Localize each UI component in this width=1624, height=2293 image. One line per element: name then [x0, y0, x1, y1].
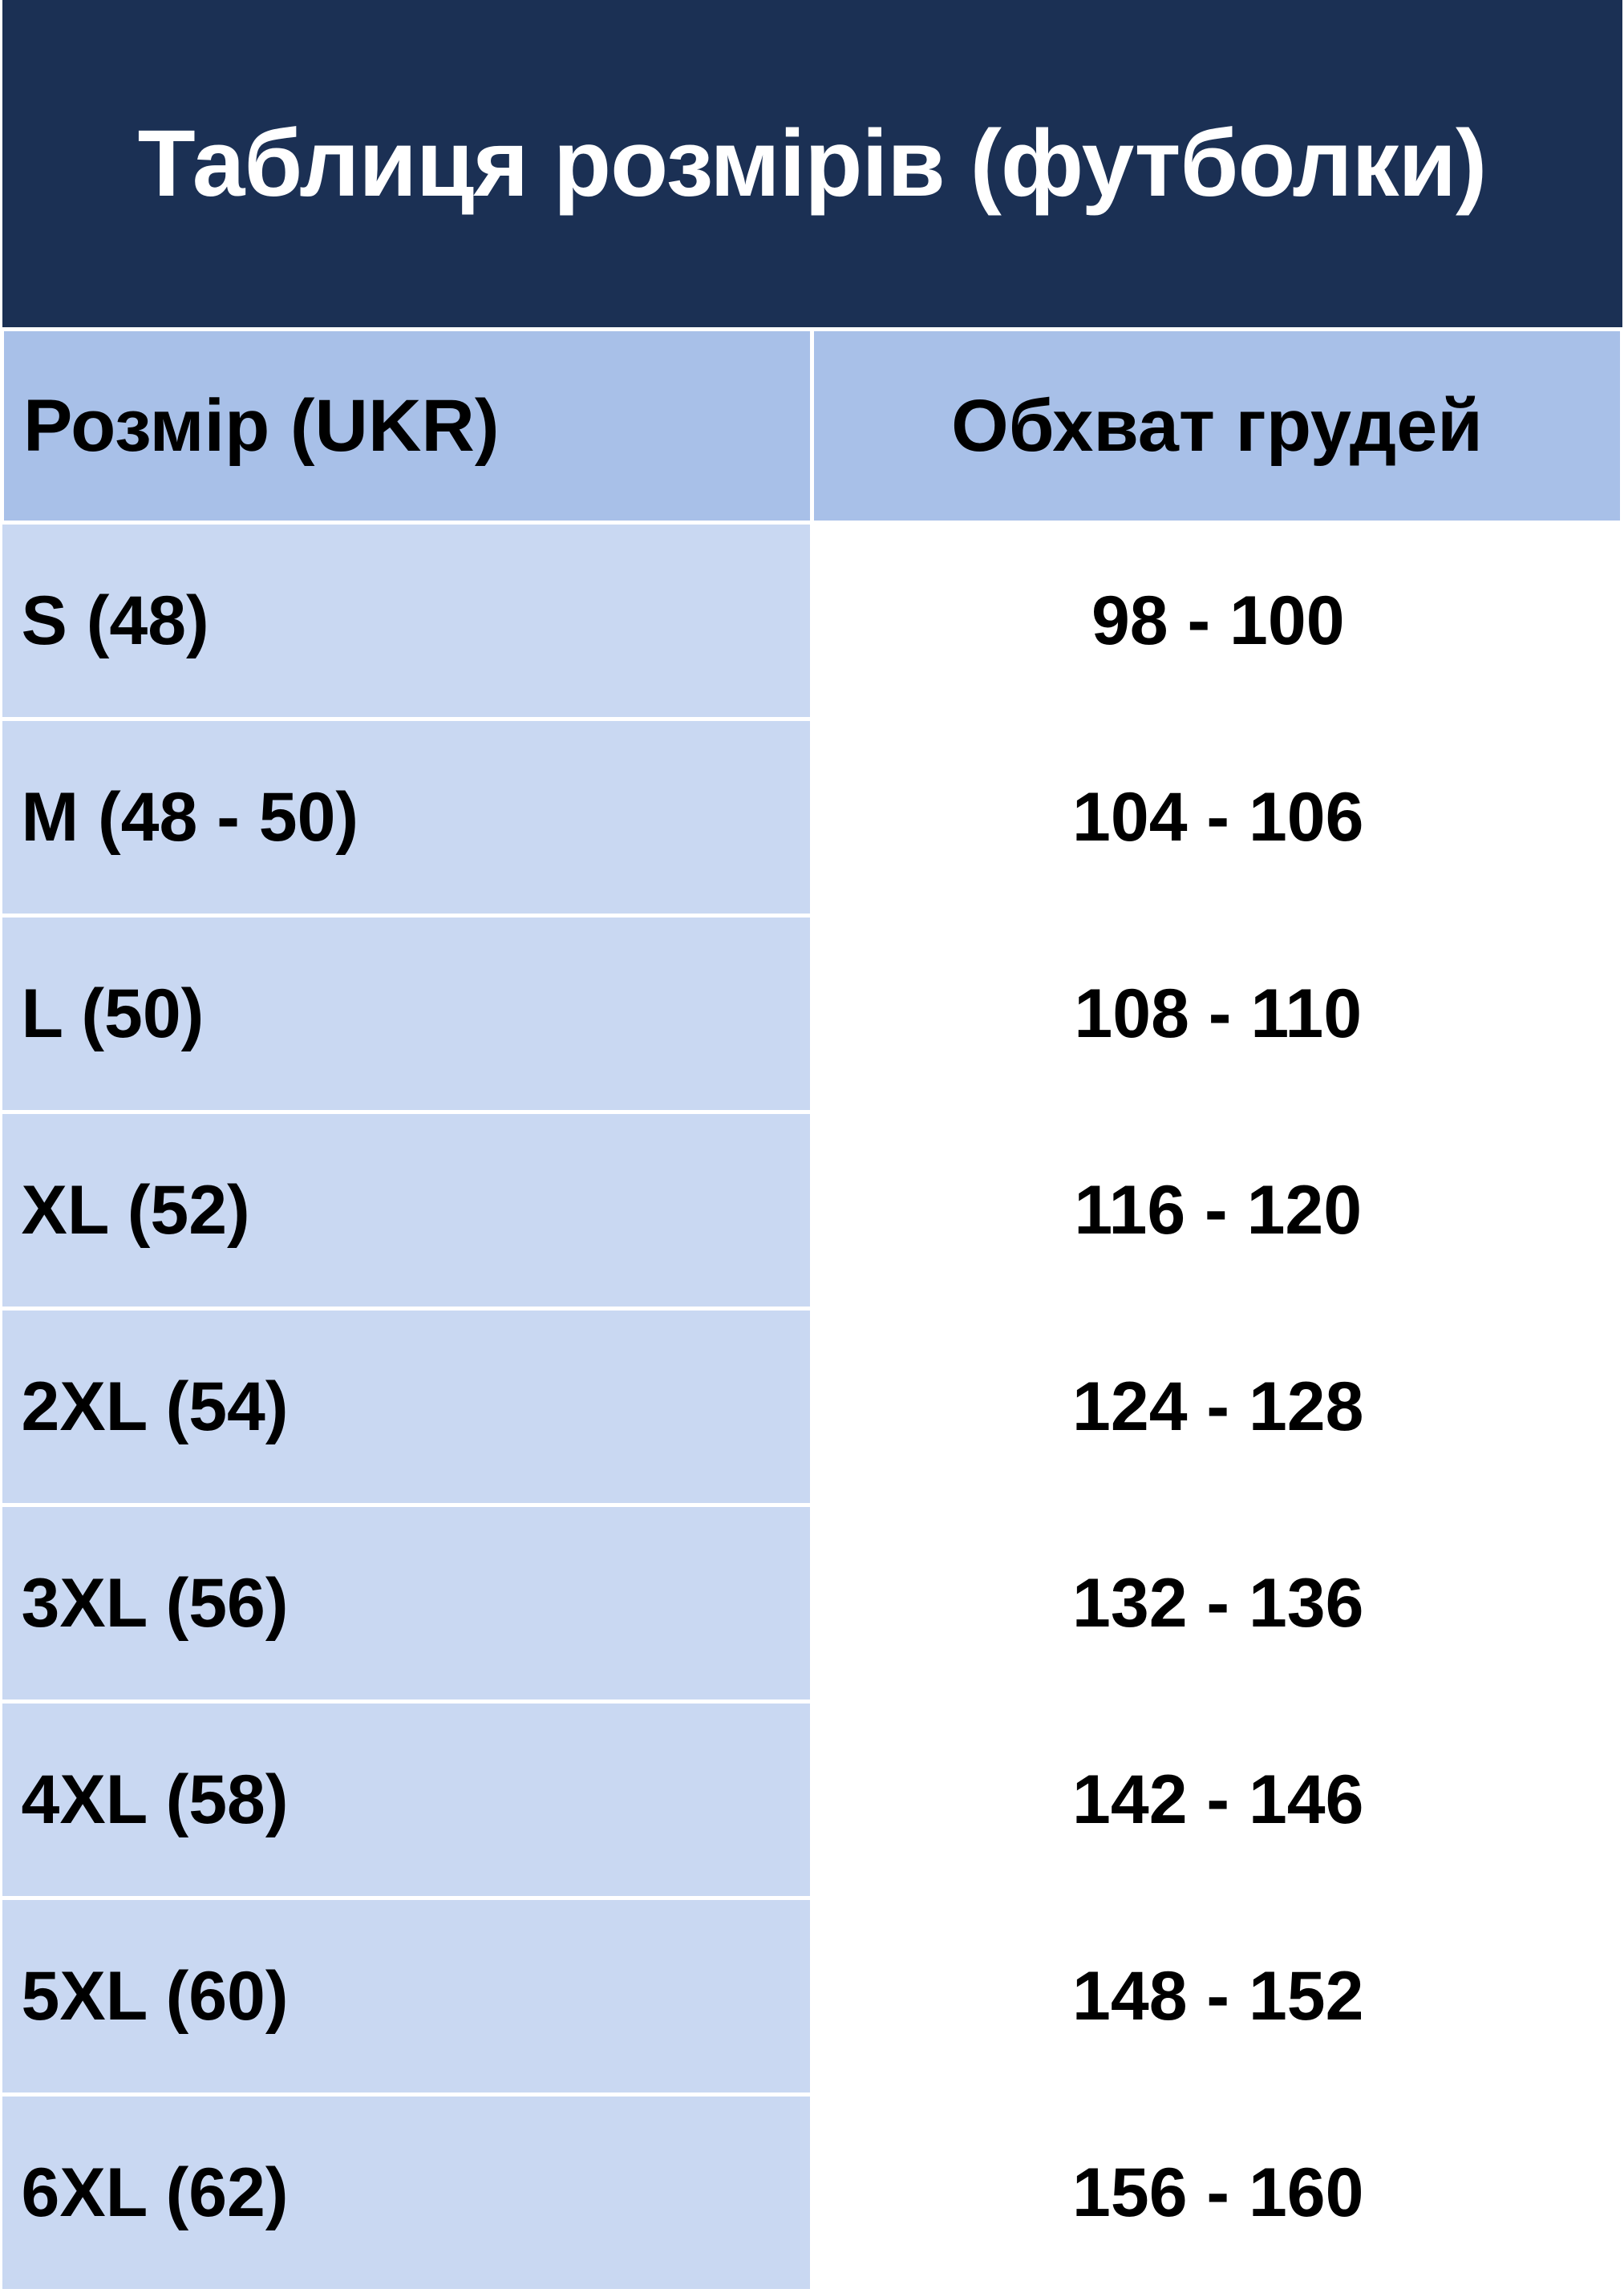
cell-chest: 156 - 160	[812, 2095, 1622, 2291]
table-row	[2, 523, 1622, 719]
cell-chest: 116 - 120	[812, 1112, 1622, 1309]
table-title-row	[2, 0, 1622, 330]
cell-chest: 108 - 110	[812, 916, 1622, 1112]
column-header-chest: Обхват грудей	[812, 330, 1622, 523]
cell-chest: 142 - 146	[812, 1702, 1622, 1898]
cell-chest: 132 - 136	[812, 1505, 1622, 1702]
cell-size: M (48 - 50)	[2, 719, 812, 916]
cell-size: 5XL (60)	[2, 1898, 812, 2095]
table-header-row	[2, 330, 1622, 523]
cell-size: 6XL (62)	[2, 2095, 812, 2291]
cell-size: 4XL (58)	[2, 1702, 812, 1898]
cell-chest: 148 - 152	[812, 1898, 1622, 2095]
size-chart-body	[2, 0, 1622, 2291]
table-row	[2, 1112, 1622, 1309]
cell-size: S (48)	[2, 523, 812, 719]
table-row	[2, 1505, 1622, 1702]
cell-chest: 98 - 100	[812, 523, 1622, 719]
cell-size: 2XL (54)	[2, 1309, 812, 1505]
column-header-size: Розмір (UKR)	[2, 330, 812, 523]
cell-size: L (50)	[2, 916, 812, 1112]
table-row	[2, 1898, 1622, 2095]
table-row	[2, 1309, 1622, 1505]
table-row	[2, 2095, 1622, 2291]
table-row	[2, 719, 1622, 916]
page-title: Таблиця розмірів (футболки)	[2, 0, 1622, 330]
table-row	[2, 916, 1622, 1112]
table-row	[2, 1702, 1622, 1898]
cell-size: XL (52)	[2, 1112, 812, 1309]
cell-chest: 124 - 128	[812, 1309, 1622, 1505]
cell-chest: 104 - 106	[812, 719, 1622, 916]
cell-size: 3XL (56)	[2, 1505, 812, 1702]
